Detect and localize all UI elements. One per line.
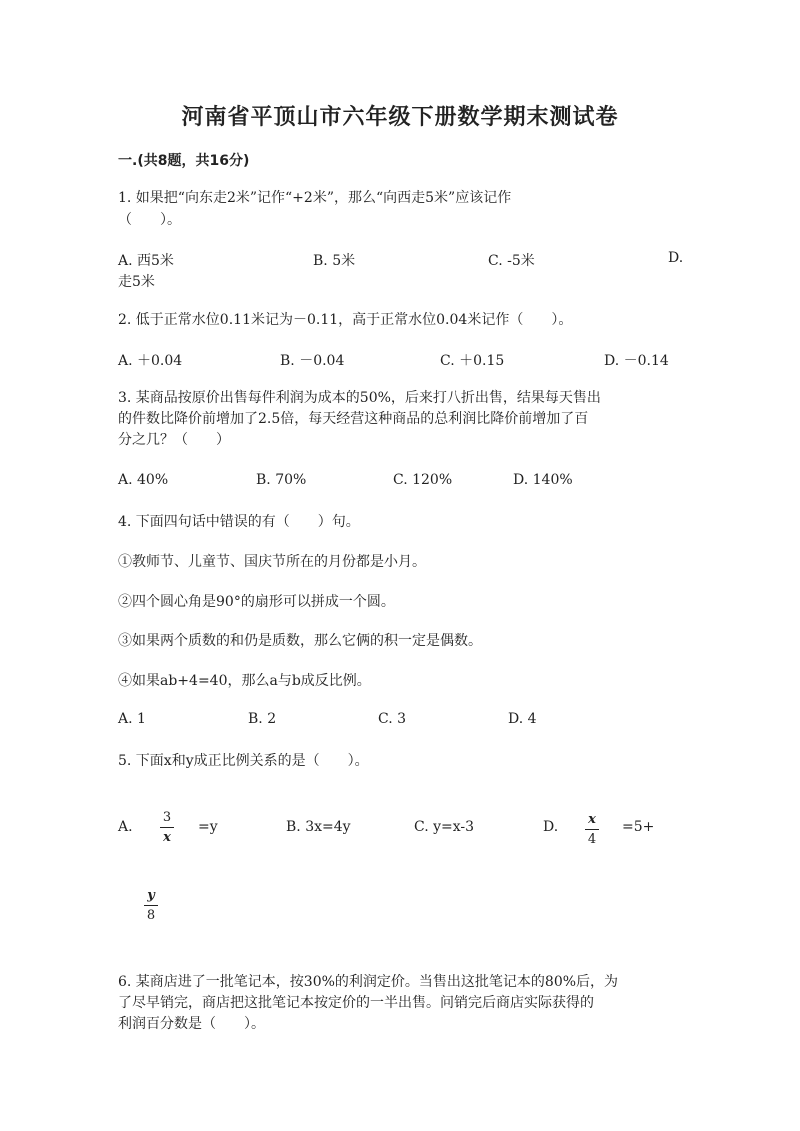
question-2-option-d: D. －0.14 [604,353,669,369]
question-3-option-d: D. 140% [513,472,573,488]
question-1-option-c: C. -5米 [488,253,535,269]
question-5-option-b: B. 3x=4y [286,819,351,835]
question-6-text-line1: 6. 某商店进了一批笔记本，按30%的利润定价。当售出这批笔记本的80%后，为 [118,974,619,990]
fraction-bar [585,829,599,830]
fraction-numerator: 3 [162,810,172,825]
question-4-statement-1: ①教师节、儿童节、国庆节所在的月份都是小月。 [118,554,426,570]
question-3-option-a: A. 40% [118,472,169,488]
question-5-option-c: C. y=x-3 [414,819,475,835]
fraction-denominator: 8 [146,908,156,923]
question-1-option-d-wrap: 走5米 [118,274,155,290]
question-4-option-d: D. 4 [508,711,537,727]
question-5-option-a-label: A. [118,819,133,835]
question-6-text-line3: 利润百分数是（ ）。 [118,1016,265,1032]
question-3-text-line1: 3. 某商品按原价出售每件利润为成本的50%，后来打八折出售，结果每天售出 [118,390,601,406]
question-2-option-c: C. ＋0.15 [440,353,505,369]
section-heading: 一.(共8题，共16分) [118,153,250,169]
question-3-text-line2: 的件数比降价前增加了2.5倍，每天经营这种商品的总利润比降价前增加了百 [118,411,589,427]
question-5-text: 5. 下面x和y成正比例关系的是（ ）。 [118,753,369,769]
question-1-text-line1: 1. 如果把“向东走2米”记作“+2米”，那么“向西走5米”应该记作 [118,190,512,206]
question-5-option-d-fraction-wrap [144,888,158,923]
fraction-bar [160,827,174,828]
question-1-option-b: B. 5米 [313,253,356,269]
question-2-option-b: B. －0.04 [280,353,345,369]
question-4-statement-4: ④如果ab+4=40，那么a与b成反比例。 [118,673,371,689]
question-2-option-a: A. ＋0.04 [118,353,183,369]
fraction-denominator: 4 [587,832,597,847]
question-5-option-a-tail: =y [198,819,218,835]
question-5-option-d-fraction [585,812,599,847]
question-5-option-d-label: D. [543,819,559,835]
page-title: 河南省平顶山市六年级下册数学期末测试卷 [181,105,619,130]
question-5-option-a-fraction [160,810,174,845]
question-3-option-b: B. 70% [256,472,307,488]
question-3-text-line3: 分之几？（ ） [118,432,230,448]
question-1-option-d: D. [668,250,684,266]
fraction-denominator: x [163,830,171,845]
question-3-option-c: C. 120% [393,472,453,488]
fraction-numerator: y [147,888,155,903]
question-4-statement-3: ③如果两个质数的和仍是质数，那么它俩的积一定是偶数。 [118,633,482,649]
question-4-option-c: C. 3 [378,711,407,727]
question-1-text-line2: （ ）。 [118,212,181,228]
question-1-option-a: A. 西5米 [118,253,174,269]
question-6-text-line2: 了尽早销完，商店把这批笔记本按定价的一半出售。问销完后商店实际获得的 [118,995,594,1011]
question-4-statement-2: ②四个圆心角是90°的扇形可以拼成一个圆。 [118,594,395,610]
fraction-numerator: x [588,812,596,827]
question-4-text: 4. 下面四句话中错误的有（ ）句。 [118,514,360,530]
question-5-option-d-tail: =5+ [622,819,655,835]
question-2-text: 2. 低于正常水位0.11米记为－0.11，高于正常水位0.04米记作（ ）。 [118,312,573,328]
question-4-option-a: A. 1 [118,711,146,727]
fraction-bar [144,905,158,906]
question-4-option-b: B. 2 [248,711,277,727]
